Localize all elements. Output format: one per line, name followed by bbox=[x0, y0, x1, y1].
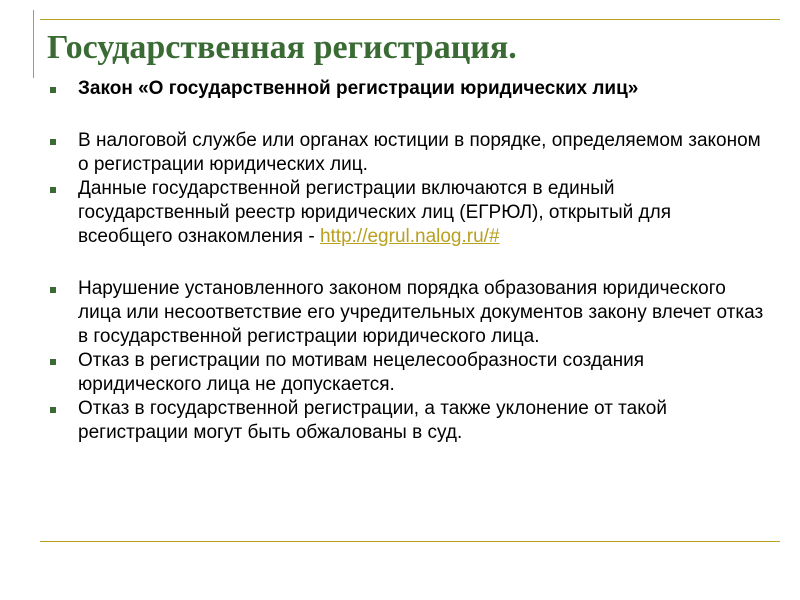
list-item-violation bbox=[48, 277, 768, 349]
bullet-icon bbox=[50, 287, 56, 293]
item-text: Закон «О государственной регистрации юридических лиц» bbox=[78, 78, 639, 99]
list-item-law bbox=[48, 77, 768, 101]
list-item-refusal-expediency bbox=[48, 349, 768, 397]
slide-title: Государственная регистрация. bbox=[47, 29, 517, 66]
egrul-link[interactable]: http://egrul.nalog.ru/# bbox=[319, 226, 500, 247]
bullet-icon bbox=[50, 187, 56, 193]
list-item-registration-body bbox=[48, 129, 768, 177]
item-text: Данные государственной регистрации включаются в единый государственный реестр юридических лиц (ЕГРЮЛ), открытый для всеобщего ознакомления - bbox=[78, 178, 672, 247]
bullet-list bbox=[48, 77, 768, 445]
top-rule bbox=[40, 19, 780, 20]
list-item-egrul bbox=[48, 177, 768, 249]
left-accent-rule bbox=[33, 10, 34, 78]
list-item-appeal bbox=[48, 397, 768, 445]
bullet-icon bbox=[50, 407, 56, 413]
bullet-icon bbox=[50, 359, 56, 365]
bullet-icon bbox=[50, 87, 56, 93]
bullet-icon bbox=[50, 139, 56, 145]
item-text: Отказ в государственной регистрации, а также уклонение от такой регистрации могут быть обжалованы в суд. bbox=[78, 398, 667, 443]
item-text: Отказ в регистрации по мотивам нецелесообразности создания юридического лица не допускается. bbox=[78, 350, 645, 395]
item-text: В налоговой службе или органах юстиции в порядке, определяемом законом о регистрации юридических лиц. bbox=[78, 130, 761, 175]
item-text: Нарушение установленного законом порядка образования юридического лица или несоответствие его учредительных документов закону влечет отказ в государственной регистрации юридического лица. bbox=[78, 278, 764, 347]
bottom-rule bbox=[40, 541, 780, 542]
